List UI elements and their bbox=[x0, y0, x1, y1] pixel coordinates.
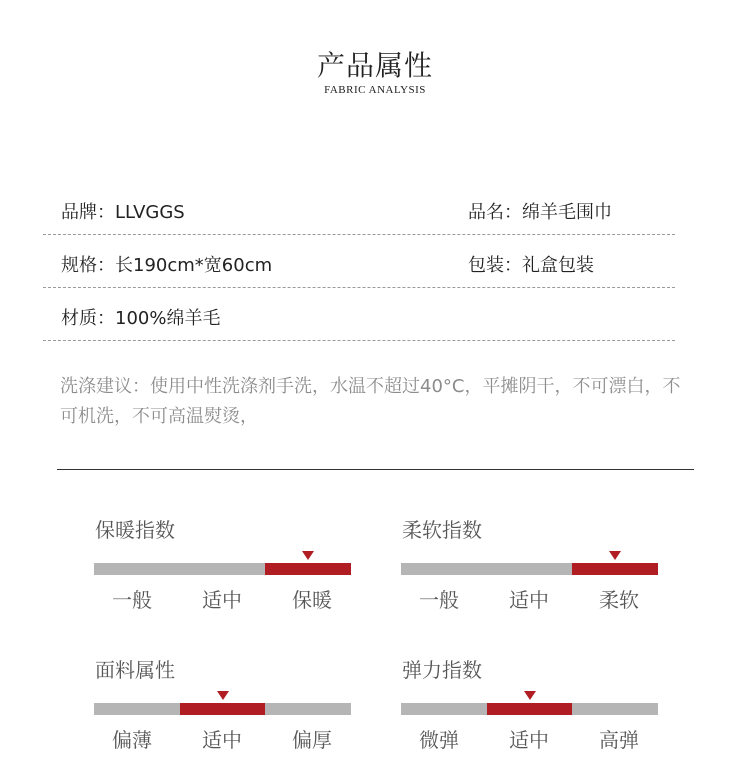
index-label: 一般 bbox=[419, 588, 459, 612]
index-label: 适中 bbox=[202, 728, 242, 752]
index-label: 高弹 bbox=[599, 728, 639, 752]
spec-material: 材质：100%绵羊毛 bbox=[61, 308, 221, 329]
index-title: 弹力指数 bbox=[402, 658, 482, 682]
level-marker-icon bbox=[217, 691, 229, 700]
care-instructions: 洗涤建议：使用中性洗涤剂手洗，水温不超过40°C，平摊阴干，不可漂白，不可机洗，不可高温熨烫， bbox=[60, 376, 681, 427]
level-marker-icon bbox=[524, 691, 536, 700]
spec-package: 包装：礼盒包装 bbox=[468, 255, 594, 276]
level-bar bbox=[94, 563, 351, 575]
spec-size: 规格：长190cm*宽60cm bbox=[61, 255, 273, 276]
index-label: 适中 bbox=[509, 588, 549, 612]
level-bar-fill bbox=[572, 563, 658, 575]
level-bar-fill bbox=[487, 703, 573, 715]
index-label: 一般 bbox=[112, 588, 152, 612]
section-divider bbox=[57, 469, 694, 470]
fabric-index bbox=[94, 654, 351, 764]
level-bar bbox=[401, 563, 658, 575]
page-title: 产品属性 bbox=[316, 49, 433, 82]
index-label: 适中 bbox=[202, 588, 242, 612]
level-marker-icon bbox=[302, 551, 314, 560]
page-subtitle: FABRIC ANALYSIS bbox=[324, 84, 426, 96]
softness-index bbox=[401, 514, 658, 624]
spec-product-name: 品名：绵羊毛围巾 bbox=[468, 202, 612, 223]
index-label: 偏薄 bbox=[112, 728, 152, 752]
index-label: 保暖 bbox=[292, 588, 332, 612]
index-title: 面料属性 bbox=[95, 658, 175, 682]
warmth-index bbox=[94, 514, 351, 624]
spec-row-size bbox=[43, 235, 675, 288]
index-label: 柔软 bbox=[599, 588, 639, 612]
index-title: 保暖指数 bbox=[95, 518, 175, 542]
level-bar bbox=[401, 703, 658, 715]
spec-brand: 品牌：LLVGGS bbox=[61, 202, 185, 223]
level-bar-fill bbox=[265, 563, 351, 575]
index-label: 偏厚 bbox=[292, 728, 332, 752]
level-marker-icon bbox=[609, 551, 621, 560]
index-label: 适中 bbox=[509, 728, 549, 752]
elasticity-index bbox=[401, 654, 658, 764]
spec-row-brand bbox=[43, 182, 675, 235]
level-bar-fill bbox=[180, 703, 266, 715]
level-bar bbox=[94, 703, 351, 715]
spec-row-material bbox=[43, 288, 675, 341]
index-label: 微弹 bbox=[419, 728, 459, 752]
index-title: 柔软指数 bbox=[402, 518, 482, 542]
